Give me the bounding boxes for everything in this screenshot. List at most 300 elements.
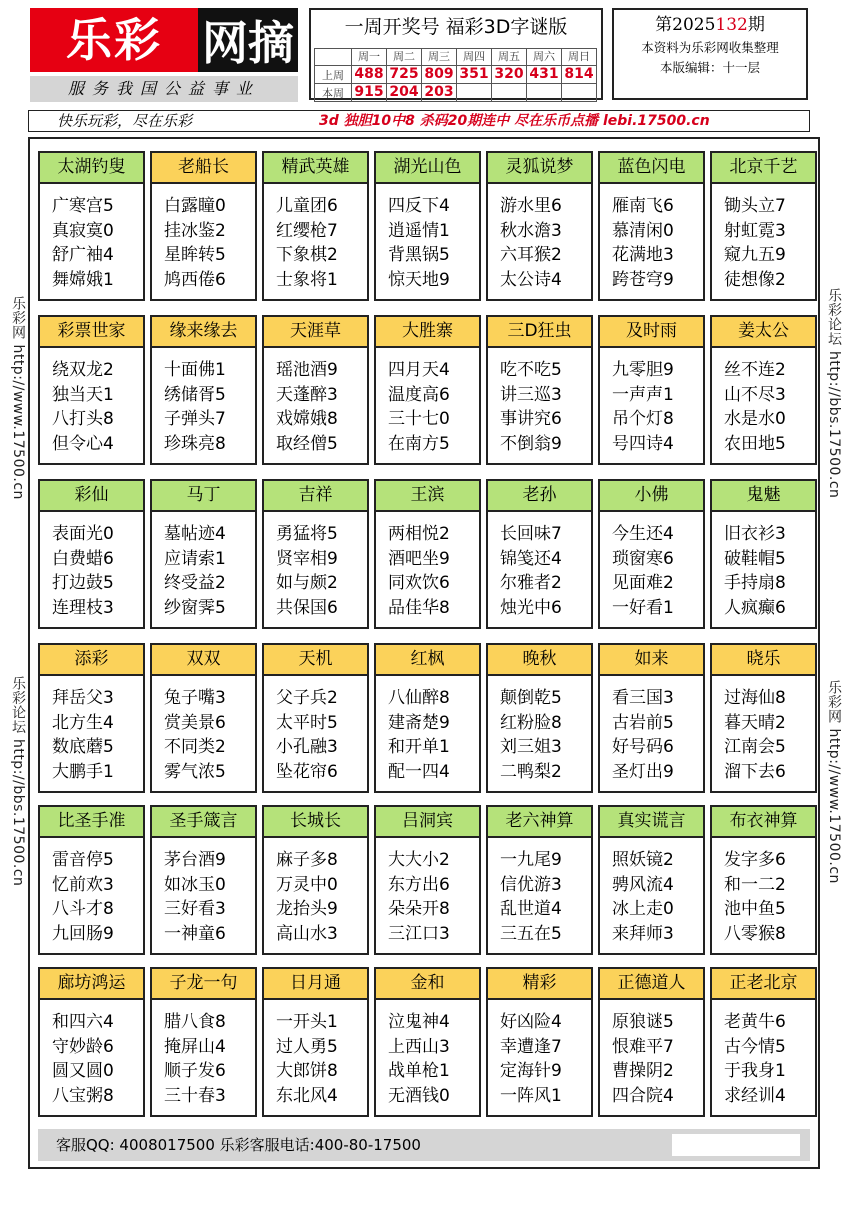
riddle-card — [38, 643, 145, 793]
this-week-number — [457, 84, 492, 102]
riddle-line: 绣储胥5 — [164, 384, 226, 405]
riddle-line: 数底蘑5 — [52, 737, 114, 757]
riddle-line: 三江口3 — [388, 923, 450, 944]
riddle-line: 一声声1 — [612, 384, 674, 405]
riddle-line: 高山水3 — [276, 923, 338, 944]
riddle-line: 天蓬醉3 — [276, 384, 338, 405]
logo-box-text: 网摘 — [198, 8, 298, 72]
riddle-line: 腊八食8 — [164, 1012, 226, 1032]
riddle-card — [486, 151, 593, 301]
riddle-line: 真寂寞0 — [52, 220, 114, 241]
riddle-line: 北方生4 — [52, 712, 114, 733]
riddle-line: 背黑锅5 — [388, 245, 450, 265]
riddle-card-title: 北京千艺 — [712, 153, 815, 184]
riddle-line: 六耳猴2 — [500, 245, 562, 265]
riddle-line: 骋风流4 — [612, 874, 674, 895]
riddle-card-title: 晚秋 — [488, 645, 591, 676]
riddle-card-title: 红枫 — [376, 645, 479, 676]
riddle-line: 东方出6 — [388, 874, 450, 895]
riddle-line: 窥九五9 — [724, 245, 786, 265]
riddle-line: 古岩前5 — [612, 712, 674, 733]
riddle-line: 白费蜡6 — [52, 548, 114, 569]
riddle-lines — [152, 512, 255, 620]
riddle-card-title: 大胜寨 — [376, 317, 479, 348]
riddle-card — [710, 479, 817, 629]
riddle-line: 游水里6 — [500, 196, 562, 216]
riddle-line: 白露瞳0 — [164, 196, 226, 216]
riddle-lines — [152, 1000, 255, 1108]
riddle-line: 贤宰相9 — [276, 548, 338, 569]
weekday-header: 周六 — [527, 49, 562, 66]
riddle-card-title: 布衣神算 — [712, 807, 815, 838]
riddle-line: 如冰玉0 — [164, 874, 226, 895]
riddle-line: 八仙醉8 — [388, 688, 450, 708]
riddle-line: 四月天4 — [388, 360, 450, 380]
riddle-card-title: 灵狐说梦 — [488, 153, 591, 184]
riddle-line: 大鹏手1 — [52, 761, 114, 782]
riddle-lines — [712, 838, 815, 946]
riddle-line: 古今情5 — [724, 1036, 786, 1057]
riddle-line: 兔子嘴3 — [164, 688, 226, 708]
riddle-line: 酒吧坐9 — [388, 548, 450, 569]
riddle-line: 求经训4 — [724, 1085, 786, 1106]
riddle-card-title: 子龙一句 — [152, 969, 255, 1000]
riddle-lines — [264, 1000, 367, 1108]
riddle-line: 九零胆9 — [612, 360, 674, 380]
riddle-line: 品佳华8 — [388, 597, 450, 618]
riddle-line: 幸遭逢7 — [500, 1036, 562, 1057]
riddle-line: 墓帖迹4 — [164, 524, 226, 544]
riddle-line: 江南会5 — [724, 737, 786, 757]
riddle-line: 过海仙8 — [724, 688, 786, 708]
riddle-card-title: 廊坊鸿运 — [40, 969, 143, 1000]
riddle-line: 九回肠9 — [52, 923, 114, 944]
riddle-card — [150, 643, 257, 793]
riddle-card — [38, 967, 145, 1117]
riddle-line: 两相悦2 — [388, 524, 450, 544]
riddle-line: 原狼谜5 — [612, 1012, 674, 1032]
riddle-card-title: 天涯草 — [264, 317, 367, 348]
riddle-lines — [40, 184, 143, 292]
riddle-card-title: 精武英雄 — [264, 153, 367, 184]
riddle-line: 八打头8 — [52, 409, 114, 429]
riddle-card — [150, 967, 257, 1117]
riddle-card — [262, 315, 369, 465]
riddle-line: 打边鼓5 — [52, 573, 114, 593]
riddle-card-title: 彩票世家 — [40, 317, 143, 348]
weekday-header: 周二 — [387, 49, 422, 66]
side-text-right-bottom: 乐彩网 http://www.17500.cn — [826, 680, 842, 884]
riddle-line: 四合院4 — [612, 1085, 674, 1106]
riddle-line: 广寒宫5 — [52, 196, 114, 216]
riddle-line: 不同类2 — [164, 737, 226, 757]
last-week-number: 488 — [352, 66, 387, 84]
riddle-card-title: 日月通 — [264, 969, 367, 1000]
riddle-card-title: 彩仙 — [40, 481, 143, 512]
riddle-lines — [712, 1000, 815, 1108]
riddle-line: 但令心4 — [52, 433, 114, 454]
riddle-card — [486, 967, 593, 1117]
riddle-card — [262, 805, 369, 955]
footer-blank — [672, 1134, 800, 1156]
riddle-line: 茅台酒9 — [164, 850, 226, 870]
riddle-lines — [376, 512, 479, 620]
riddle-line: 曹操阴2 — [612, 1061, 674, 1081]
riddle-card-title: 小佛 — [600, 481, 703, 512]
riddle-card-title: 圣手箴言 — [152, 807, 255, 838]
last-week-number: 814 — [562, 66, 597, 84]
riddle-line: 烛光中6 — [500, 597, 562, 618]
riddle-line: 同欢饮6 — [388, 573, 450, 593]
riddle-line: 不倒翁9 — [500, 433, 562, 454]
logo — [30, 8, 298, 72]
riddle-line: 颠倒乾5 — [500, 688, 562, 708]
riddle-card — [710, 643, 817, 793]
riddle-card-title: 老六神算 — [488, 807, 591, 838]
riddle-card-title: 真实谎言 — [600, 807, 703, 838]
riddle-lines — [40, 512, 143, 620]
riddle-card — [598, 315, 705, 465]
riddle-line: 独当天1 — [52, 384, 114, 405]
riddle-line: 忆前欢3 — [52, 874, 114, 895]
riddle-line: 逍遥情1 — [388, 220, 450, 241]
riddle-lines — [376, 838, 479, 946]
riddle-line: 锄头立7 — [724, 196, 786, 216]
riddle-lines — [600, 1000, 703, 1108]
riddle-line: 乱世道4 — [500, 899, 562, 919]
riddle-line: 勇猛将5 — [276, 524, 338, 544]
riddle-card-title: 金和 — [376, 969, 479, 1000]
riddle-line: 掩屏山4 — [164, 1036, 226, 1057]
riddle-line: 花满地3 — [612, 245, 674, 265]
riddle-line: 瑶池酒9 — [276, 360, 338, 380]
riddle-line: 雁南飞6 — [612, 196, 674, 216]
banner-slogan: 快乐玩彩，尽在乐彩 — [57, 112, 193, 130]
weekday-header: 周五 — [492, 49, 527, 66]
riddle-line: 赏美景6 — [164, 712, 226, 733]
riddle-card — [150, 315, 257, 465]
riddle-line: 红粉脸8 — [500, 712, 562, 733]
riddle-line: 红缨枪7 — [276, 220, 338, 241]
riddle-card — [486, 315, 593, 465]
riddle-card — [150, 151, 257, 301]
riddle-line: 二鸭梨2 — [500, 761, 562, 782]
riddle-card-title: 添彩 — [40, 645, 143, 676]
riddle-card — [150, 479, 257, 629]
riddle-lines — [712, 184, 815, 292]
riddle-card — [710, 805, 817, 955]
riddle-card — [598, 643, 705, 793]
weekday-header: 周日 — [562, 49, 597, 66]
riddle-lines — [376, 184, 479, 292]
issue-info-box — [612, 8, 808, 100]
riddle-lines — [600, 184, 703, 292]
riddle-line: 连理枝3 — [52, 597, 114, 618]
riddle-card-title: 太湖钓叟 — [40, 153, 143, 184]
riddle-line: 战单枪1 — [388, 1061, 450, 1081]
riddle-line: 挂冰鉴2 — [164, 220, 226, 241]
riddle-line: 三十春3 — [164, 1085, 226, 1106]
riddle-card — [38, 805, 145, 955]
riddle-line: 士象将1 — [276, 269, 338, 290]
riddle-line: 顺子发6 — [164, 1061, 226, 1081]
riddle-line: 儿童团6 — [276, 196, 338, 216]
riddle-line: 圣灯出9 — [612, 761, 674, 782]
riddle-card-title: 蓝色闪电 — [600, 153, 703, 184]
riddle-card-title: 及时雨 — [600, 317, 703, 348]
riddle-line: 麻子多8 — [276, 850, 338, 870]
riddle-card — [374, 643, 481, 793]
riddle-line: 尔雅者2 — [500, 573, 562, 593]
riddle-line: 如与颇2 — [276, 573, 338, 593]
riddle-line: 鸠西倦6 — [164, 269, 226, 290]
riddle-line: 建斋楚9 — [388, 712, 450, 733]
riddle-line: 守妙龄6 — [52, 1036, 114, 1057]
side-text-right-top: 乐彩论坛 http://bbs.17500.cn — [826, 288, 842, 499]
riddle-card-title: 比圣手准 — [40, 807, 143, 838]
this-week-label: 本周 — [315, 84, 352, 102]
this-week-number: 203 — [422, 84, 457, 102]
riddle-line: 见面难2 — [612, 573, 674, 593]
riddle-card — [374, 479, 481, 629]
last-week-number: 431 — [527, 66, 562, 84]
riddle-lines — [264, 676, 367, 784]
banner-promo-link[interactable]: 3d 独胆10中8 杀码20期连中 尽在乐币点播 lebi.17500.cn — [319, 113, 710, 129]
riddle-line: 纱窗霁5 — [164, 597, 226, 618]
riddle-lines — [488, 348, 591, 456]
riddle-line: 今生还4 — [612, 524, 674, 544]
riddle-card-title: 双双 — [152, 645, 255, 676]
riddle-line: 刘三姐3 — [500, 737, 562, 757]
riddle-line: 过人勇5 — [276, 1036, 338, 1057]
riddle-line: 长回味7 — [500, 524, 562, 544]
riddle-line: 事讲究6 — [500, 409, 562, 429]
riddle-line: 老黄牛6 — [724, 1012, 786, 1032]
this-week-number — [492, 84, 527, 102]
riddle-line: 舞嫦娥1 — [52, 269, 114, 290]
riddle-lines — [600, 676, 703, 784]
riddle-line: 人疯癫6 — [724, 597, 786, 618]
riddle-line: 万灵中0 — [276, 874, 338, 895]
riddle-card — [374, 151, 481, 301]
riddle-lines — [488, 512, 591, 620]
riddle-line: 坠花帘6 — [276, 761, 338, 782]
riddle-lines — [376, 1000, 479, 1108]
source-note: 本资料为乐彩网收集整理 — [641, 40, 779, 55]
riddle-lines — [712, 676, 815, 784]
riddle-line: 十面佛1 — [164, 360, 226, 380]
riddle-card — [38, 315, 145, 465]
riddle-line: 一阵风1 — [500, 1085, 562, 1106]
this-week-number — [527, 84, 562, 102]
riddle-line: 一开头1 — [276, 1012, 338, 1032]
riddle-line: 琐窗寒6 — [612, 548, 674, 569]
riddle-grid — [28, 137, 820, 1169]
draw-table — [314, 48, 597, 102]
riddle-line: 拜岳父3 — [52, 688, 114, 708]
riddle-line: 于我身1 — [724, 1061, 786, 1081]
riddle-line: 无酒钱0 — [388, 1085, 450, 1106]
riddle-card-title: 鬼魅 — [712, 481, 815, 512]
riddle-lines — [40, 1000, 143, 1108]
riddle-card — [486, 643, 593, 793]
riddle-lines — [40, 676, 143, 784]
riddle-line: 共保国6 — [276, 597, 338, 618]
riddle-line: 取经僧5 — [276, 433, 338, 454]
last-week-number: 320 — [492, 66, 527, 84]
footer-contact-text: 客服QQ: 4008017500 乐彩客服电话:400-80-17500 — [56, 1136, 421, 1154]
riddle-card — [710, 151, 817, 301]
riddle-line: 八宝粥8 — [52, 1085, 114, 1106]
riddle-line: 农田地5 — [724, 433, 786, 454]
riddle-line: 三十七0 — [388, 409, 450, 429]
riddle-card-title: 吕洞宾 — [376, 807, 479, 838]
riddle-lines — [264, 348, 367, 456]
riddle-card — [262, 151, 369, 301]
riddle-card — [38, 479, 145, 629]
riddle-line: 来拜师3 — [612, 923, 674, 944]
riddle-line: 下象棋2 — [276, 245, 338, 265]
riddle-lines — [600, 838, 703, 946]
riddle-line: 定海针9 — [500, 1061, 562, 1081]
riddle-lines — [488, 676, 591, 784]
riddle-line: 好号码6 — [612, 737, 674, 757]
riddle-card-title: 正德道人 — [600, 969, 703, 1000]
riddle-line: 好凶险4 — [500, 1012, 562, 1032]
riddle-card-title: 吉祥 — [264, 481, 367, 512]
riddle-lines — [264, 512, 367, 620]
riddle-line: 水是水0 — [724, 409, 786, 429]
riddle-line: 山不尽3 — [724, 384, 786, 405]
side-text-left-top: 乐彩网 http://www.17500.cn — [10, 296, 26, 500]
riddle-line: 泣鬼神4 — [388, 1012, 450, 1032]
riddle-line: 破鞋帽5 — [724, 548, 786, 569]
riddle-card-title: 晓乐 — [712, 645, 815, 676]
riddle-line: 小孔融3 — [276, 737, 338, 757]
this-week-number — [562, 84, 597, 102]
riddle-line: 上西山3 — [388, 1036, 450, 1057]
riddle-lines — [264, 838, 367, 946]
riddle-line: 吊个灯8 — [612, 409, 674, 429]
riddle-line: 雾气浓5 — [164, 761, 226, 782]
riddle-card — [486, 479, 593, 629]
riddle-card — [598, 967, 705, 1117]
riddle-line: 旧衣衫3 — [724, 524, 786, 544]
riddle-line: 戏嫦娥8 — [276, 409, 338, 429]
riddle-line: 大郎饼8 — [276, 1061, 338, 1081]
riddle-lines — [152, 676, 255, 784]
riddle-line: 和一二2 — [724, 874, 786, 895]
riddle-lines — [152, 184, 255, 292]
riddle-line: 配一四4 — [388, 761, 450, 782]
last-week-label: 上周 — [315, 66, 352, 84]
this-week-number: 204 — [387, 84, 422, 102]
riddle-card — [374, 805, 481, 955]
promo-banner — [28, 110, 810, 132]
riddle-line: 父子兵2 — [276, 688, 338, 708]
riddle-card-title: 天机 — [264, 645, 367, 676]
riddle-line: 三好看3 — [164, 899, 226, 919]
last-week-number: 809 — [422, 66, 457, 84]
riddle-line: 温度高6 — [388, 384, 450, 405]
weekday-header: 周四 — [457, 49, 492, 66]
riddle-card-title: 长城长 — [264, 807, 367, 838]
riddle-line: 暮天晴2 — [724, 712, 786, 733]
riddle-line: 太平时5 — [276, 712, 338, 733]
riddle-lines — [712, 348, 815, 456]
riddle-card — [598, 805, 705, 955]
logo-text: 乐彩 — [66, 13, 162, 67]
riddle-line: 一九尾9 — [500, 850, 562, 870]
riddle-line: 恨难平7 — [612, 1036, 674, 1057]
riddle-lines — [376, 348, 479, 456]
riddle-lines — [600, 348, 703, 456]
riddle-card — [150, 805, 257, 955]
riddle-card-title: 缘来缘去 — [152, 317, 255, 348]
weekly-draw-title: 一周开奖号 福彩3D字谜版 — [344, 16, 568, 38]
riddle-lines — [40, 348, 143, 456]
riddle-line: 四反下4 — [388, 196, 450, 216]
this-week-number: 915 — [352, 84, 387, 102]
riddle-line: 绕双龙2 — [52, 360, 114, 380]
riddle-card-title: 老孙 — [488, 481, 591, 512]
riddle-line: 池中鱼5 — [724, 899, 786, 919]
riddle-lines — [488, 184, 591, 292]
slogan: 服务我国公益事业 — [30, 76, 298, 102]
riddle-line: 舒广袖4 — [52, 245, 114, 265]
riddle-card — [262, 967, 369, 1117]
last-week-number: 351 — [457, 66, 492, 84]
riddle-card-title: 老船长 — [152, 153, 255, 184]
riddle-card — [598, 479, 705, 629]
riddle-line: 慕清闲0 — [612, 220, 674, 241]
riddle-line: 照妖镜2 — [612, 850, 674, 870]
riddle-lines — [376, 676, 479, 784]
side-text-left-bottom: 乐彩论坛 http://bbs.17500.cn — [10, 676, 26, 887]
riddle-line: 和开单1 — [388, 737, 450, 757]
riddle-line: 锦笺还4 — [500, 548, 562, 569]
riddle-line: 射虹霓3 — [724, 220, 786, 241]
riddle-line: 讲三巡3 — [500, 384, 562, 405]
riddle-lines — [264, 184, 367, 292]
riddle-card — [598, 151, 705, 301]
riddle-line: 信优游3 — [500, 874, 562, 895]
riddle-line: 朵朵开8 — [388, 899, 450, 919]
riddle-line: 星眸转5 — [164, 245, 226, 265]
last-week-number: 725 — [387, 66, 422, 84]
riddle-line: 八零猴8 — [724, 923, 786, 944]
footer-contact — [38, 1129, 810, 1161]
riddle-line: 东北风4 — [276, 1085, 338, 1106]
riddle-line: 一好看1 — [612, 597, 674, 618]
riddle-line: 号四诗4 — [612, 433, 674, 454]
riddle-lines — [40, 838, 143, 946]
riddle-line: 跨苍穹9 — [612, 269, 674, 290]
riddle-line: 应请索1 — [164, 548, 226, 569]
riddle-line: 徒想像2 — [724, 269, 786, 290]
riddle-line: 龙抬头9 — [276, 899, 338, 919]
riddle-card — [262, 479, 369, 629]
riddle-line: 三五在5 — [500, 923, 562, 944]
riddle-card-title: 王滨 — [376, 481, 479, 512]
editor-note: 本版编辑：十一层 — [659, 60, 760, 75]
riddle-card — [38, 151, 145, 301]
weekday-header: 周三 — [422, 49, 457, 66]
riddle-card — [262, 643, 369, 793]
weekly-draw-box — [309, 8, 603, 100]
riddle-card-title: 三D狂虫 — [488, 317, 591, 348]
riddle-line: 惊天地9 — [388, 269, 450, 290]
